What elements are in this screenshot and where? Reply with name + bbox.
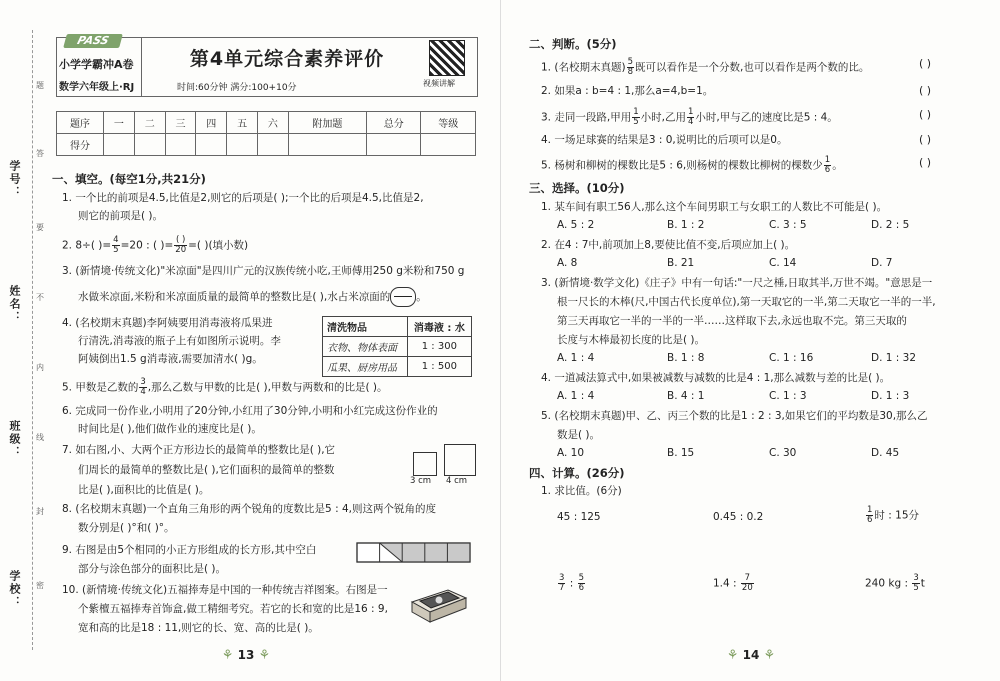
binding-margin [0,0,48,681]
q3-text: 水做米凉面,米粉和米凉面质量的最简单的整数比是( ),水占米凉面的 [78,291,391,303]
score-input-cell[interactable] [366,134,420,156]
calc-item-3 [865,506,919,525]
series-name: 小学学霸冲A卷 [59,58,134,71]
grade-label: 数学六年级上·RJ [59,82,135,93]
choice-option[interactable]: D. 7 [871,257,893,269]
small-square [413,452,437,476]
table-header: 清洗物品 [323,317,408,337]
choice-option[interactable]: B. 15 [667,447,695,459]
q2-line [62,236,248,255]
q9-line2: 部分与涂色部分的面积比是( )。 [78,563,227,575]
judge-3-answer[interactable]: ( ) [919,108,932,121]
decoration-icon: ⚘ [258,648,271,663]
denominator: 5 [913,583,919,593]
judge-1-answer[interactable]: ( ) [919,57,932,70]
jewelry-box-picture [408,580,470,626]
section-calc: 四、计算。(26分) [529,466,625,480]
table-cell: 三 [165,112,196,134]
calc-5-fraction [741,574,754,593]
numerator: 5 [627,57,633,67]
q3-line1: 3. (新情境·传统文化)"米凉面"是四川广元的汉族传统小吃,王师傅用250 g米粉和750 g [62,265,465,277]
calc-item-6 [865,574,925,593]
table-cell: 六 [257,112,288,134]
table-cell: 五 [227,112,258,134]
right-page [500,0,1000,681]
q5-part1: 5. 甲数是乙数的 [62,381,139,394]
page-number: 13 [237,648,255,662]
judge-5-answer[interactable]: ( ) [919,156,932,169]
q1-line2: 则它的前项是( )。 [78,210,164,222]
page-title: 第4单元综合素养评价 [189,48,385,70]
time-score-line: 时间:60分钟 满分:100+10分 [177,83,297,93]
choose-4: 4. 一道减法算式中,如果被减数与减数的比是4 : 1,那么减数与差的比是( )。 [541,372,891,384]
calc-6-text: 240 kg : [865,577,912,590]
choose-5-line2: 数是( )。 [557,429,601,441]
choice-option[interactable]: C. 1 : 16 [769,352,814,364]
qr-caption: 视频讲解 [423,79,455,88]
calc-item-4: $\frac{3}{7}$ : $\frac{5}{6}$ [559,573,585,593]
calc-item-5 [713,574,755,593]
choose-2: 2. 在4 : 7中,前项加上8,要使比值不变,后项应加上( )。 [541,239,796,251]
score-input-cell[interactable] [421,134,476,156]
judge-4-answer[interactable]: ( ) [919,133,932,146]
calc-4-fraction-b [578,574,585,593]
denominator: 20 [741,583,753,593]
choose-3-line3: 第三天再取它一半的一半的一半……这样取下去,永远也取不完。第三天取的 [557,315,907,327]
table-cell: 一 [104,112,135,134]
denominator: 5 [113,245,119,255]
large-square-label: 4 cm [446,476,468,486]
table-cell: 等级 [421,112,476,134]
pass-logo: PASS [63,34,123,48]
section-judge: 二、判断。(5分) [529,37,617,51]
q5-line [62,378,388,397]
choice-option[interactable]: C. 3 : 5 [769,219,807,231]
binding-char: 密 [36,581,44,590]
q6-line2: 时间比是( ),他们做作业的速度比是( )。 [78,423,262,435]
score-input-cell[interactable] [165,134,196,156]
table-cell: 1 : 500 [407,357,471,377]
denominator: 4 [687,117,694,127]
table-cell: 总分 [366,112,420,134]
judge-3-part3: 小时,甲与乙的速度比是5 : 4。 [695,111,838,124]
binding-char: 答 [36,149,44,158]
judge-3-fraction-a [632,108,639,127]
score-input-cell[interactable] [288,134,366,156]
q7-line1: 7. 如右图,小、大两个正方形边长的最简单的整数比是( ),它 [62,444,336,456]
numerator: 7 [741,574,754,584]
page-footer-right [701,648,801,663]
numerator: 1 [867,505,873,515]
large-square [444,444,476,476]
q5-fraction [139,378,146,397]
q2-part1: 2. 8÷( )= [62,239,112,252]
table-row [323,337,472,357]
judge-2-answer[interactable]: ( ) [919,84,932,97]
numerator: 3 [559,573,565,583]
numerator: 3 [913,573,919,583]
q10-line2: 个紫檀五福捧寿首饰盒,做工精细考究。若它的长和宽的比是16 : 9, [78,603,388,615]
table-cell: 题序 [57,112,104,134]
q8-line2: 数分别是( )°和( )°。 [78,522,175,534]
small-square-label: 3 cm [410,476,432,486]
judge-1-part2: 既可以看作是一个分数,也可以看作是两个数的比。 [634,61,870,74]
choose-1: 1. 某车间有职工56人,那么这个车间男职工与女职工的人数比不可能是( )。 [541,201,888,213]
numerator: ( ) [176,235,186,245]
q3-blank-fraction[interactable] [390,287,416,307]
binding-char: 要 [36,223,44,232]
q4-line1: 4. (名校期末真题)李阿姨要用消毒液将瓜果进 [62,317,273,329]
table-cell: 四 [196,112,227,134]
judge-5-fraction [824,156,831,175]
table-row [323,357,472,377]
score-input-cell[interactable] [257,134,288,156]
calc-4-fraction-a [558,574,565,593]
choose-3-line1: 3. (新情境·数学文化)《庄子》中有一句话:"一尺之棰,日取其半,万世不竭。"意思是一 [541,277,933,289]
choice-option[interactable]: C. 14 [769,257,797,269]
numerator: 1 [633,107,639,117]
numerator: 4 [113,235,119,245]
numerator: 5 [578,573,585,583]
calc-subtitle: 1. 求比值。(6分) [541,485,622,497]
header-box [56,34,478,97]
choice-option[interactable]: A. 1 : 4 [557,390,595,402]
table-cell: 附加题 [288,112,366,134]
table-row [323,317,472,337]
choice-option[interactable]: C. 1 : 3 [769,390,807,402]
q9-line1: 9. 右图是由5个相同的小正方形组成的长方形,其中空白 [62,544,317,556]
choice-option[interactable]: B. 1 : 8 [667,352,705,364]
choice-option[interactable]: C. 30 [769,447,797,459]
table-cell: 1 : 300 [407,337,471,357]
q2-fraction-b [174,236,187,255]
school-label: 学校： [8,570,21,609]
score-input-cell[interactable] [104,134,135,156]
judge-1-part1: 1. (名校期末真题) [541,61,626,74]
decoration-icon: ⚘ [763,648,776,663]
numerator: 1 [824,155,831,165]
denominator: 5 [633,117,639,127]
score-input-cell[interactable] [196,134,227,156]
student-id-label: 学号： [8,160,21,199]
rectangle-figure [356,542,472,564]
judge-4: 4. 一场足球赛的结果是3 : 0,说明比的后项可以是0。 [541,134,788,146]
binding-char: 不 [36,293,44,302]
calc-item-1: 45 : 125 [557,511,601,523]
choose-5-line1: 5. (名校期末真题)甲、乙、丙三个数的比是1 : 2 : 3,如果它们的平均数是30,那么乙 [541,410,928,422]
choice-option[interactable]: B. 4 : 1 [667,390,705,402]
page-number: 14 [742,648,760,662]
binding-char: 封 [36,507,44,516]
calc-5-text: 1.4 : [713,577,740,590]
q2-part2: =20 : ( )= [120,239,174,252]
section-fill-blank: 一、填空。(每空1分,共21分) [52,172,206,186]
q6-line1: 6. 完成同一份作业,小明用了20分钟,小红用了30分钟,小明和小红完成这份作业的 [62,405,438,417]
class-label: 班级： [8,420,21,459]
judge-3-part1: 3. 走同一段路,甲用 [541,111,632,124]
header-divider [141,38,142,96]
q5-part2: ,那么乙数与甲数的比是( ),甲数与两数和的比是( )。 [147,381,388,394]
numerator: 1 [687,107,694,117]
score-table [56,111,476,156]
binding-char: 线 [36,433,44,442]
judge-1 [541,58,869,77]
table-cell: 瓜果、厨房用品 [323,357,408,377]
judge-5-part2: 。 [832,159,843,172]
choice-option[interactable]: B. 1 : 2 [667,219,705,231]
denominator: 20 [175,245,187,255]
denominator: 6 [578,583,585,593]
binding-char: 题 [36,81,44,90]
judge-3-part2: 小时,乙用 [640,111,686,124]
choose-3-line2: 根一尺长的木棒(尺,中国古代长度单位),第一天取它的一半,第二天取它一半的一半, [557,296,936,308]
q7-line3: 比是( ),面积比的比值是( )。 [78,484,210,496]
q4-line2: 行清洗,消毒液的瓶子上有如图所示说明。李 [78,335,281,347]
judge-1-fraction [627,58,634,77]
q2-part3: =( )(填小数) [188,239,249,252]
choose-3-line4: 长度与木棒最初长度的比是( )。 [557,334,706,346]
judge-5-part1: 5. 杨树和柳树的棵数比是5 : 6,则杨树的棵数比柳树的棵数少 [541,159,823,172]
choice-option[interactable]: A. 5 : 2 [557,219,595,231]
choice-option[interactable]: D. 45 [871,447,900,459]
choice-option[interactable]: A. 1 : 4 [557,352,595,364]
calc-6-fraction [912,574,919,593]
judge-5 [541,156,843,175]
choice-option[interactable]: A. 8 [557,257,578,269]
q10-line1: 10. (新情境·传统文化)五福捧寿是中国的一种传统吉祥图案。右图是一 [62,584,388,596]
denominator: 4 [140,387,146,397]
calc-item-2: 0.45 : 0.2 [713,511,764,523]
binding-dashed-line [32,30,33,650]
score-input-cell[interactable] [227,134,258,156]
decoration-icon: ⚘ [726,648,739,663]
q7-line2: 们周长的最简单的整数比是( ),它们面积的最简单的整数 [78,464,335,476]
table-cell: 衣物、物体表面 [323,337,408,357]
q1-line1: 1. 一个比的前项是4.5,比值是2,则它的后项是( );一个比的后项是4.5,比值是2, [62,192,424,204]
choice-option[interactable]: D. 2 : 5 [871,219,910,231]
choice-option[interactable]: D. 1 : 32 [871,352,917,364]
calc-3-fraction [866,506,873,525]
judge-3 [541,108,838,127]
binding-char: 内 [36,363,44,372]
q2-fraction-a [112,236,119,255]
table-cell: 二 [134,112,165,134]
disinfectant-table [322,316,472,377]
table-row [57,134,476,156]
denominator: 7 [559,583,565,593]
q10-line3: 宽和高的比是18 : 11,则它的长、宽、高的比是( )。 [78,622,319,634]
judge-2: 2. 如果a : b=4 : 1,那么a=4,b=1。 [541,85,714,97]
q3-line2: 水做米凉面,米粉和米凉面质量的最简单的整数比是( ),水占米凉面的 。 [78,287,427,307]
q8-line1: 8. (名校期末真题)一个直角三角形的两个锐角的度数比是5 : 4,则这两个锐角的度 [62,503,436,515]
name-label: 姓名： [8,285,21,324]
calc-6-unit: t [920,577,925,590]
judge-3-fraction-b [687,108,694,127]
numerator: 3 [140,377,146,387]
denominator: 6 [824,165,831,175]
table-cell: 得分 [57,134,104,156]
choice-option[interactable]: A. 10 [557,447,585,459]
denominator: 6 [867,515,873,525]
table-header: 消毒液 : 水 [407,317,471,337]
section-choose: 三、选择。(10分) [529,181,625,195]
choice-option[interactable]: B. 21 [667,257,695,269]
denominator: 8 [627,67,633,77]
page-footer-left [196,648,296,663]
calc-3-text: 时 : 15分 [874,509,919,522]
decoration-icon: ⚘ [221,648,234,663]
table-row [57,112,476,134]
choice-option[interactable]: D. 1 : 3 [871,390,910,402]
score-input-cell[interactable] [134,134,165,156]
qr-code-icon[interactable] [429,40,465,76]
q4-line3: 阿姨倒出1.5 g消毒液,需要加清水( )g。 [78,353,263,365]
